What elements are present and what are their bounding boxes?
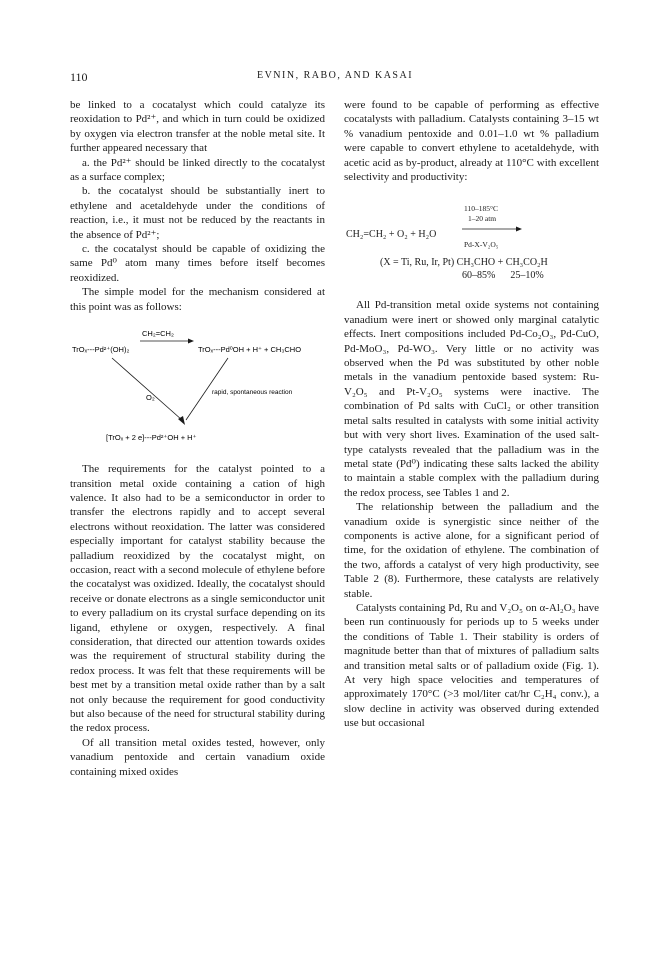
paragraph: The simple model for the mechanism considered at this point was as follows:: [70, 286, 325, 313]
paragraph: were found to be capable of performing as effective cocatalysts with palladium. Catalysts containing 3–15 wt % vanadium pentoxide and 0.01–1.0 wt % palladium were capable to convert ethylene to acetaldehyde, with acetic acid as by-product, already at 110°C with excellent selectivity and productivity:: [344, 99, 599, 184]
paragraph: be linked to a cocatalyst which could catalyze its reoxidation to Pd²⁺, and which in turn could be oxidized by oxygen via electron transfer at the noble metal site. It further appeared necessary that: [70, 99, 325, 155]
scheme-arrowhead: [188, 339, 194, 344]
scheme-ethylene: CH₂=CH₂: [142, 329, 174, 339]
reaction-equation: [344, 198, 599, 282]
scheme-product: TrOₓ---Pd⁰OH + H⁺ + CH₃CHO: [198, 345, 302, 355]
mechanism-scheme: [70, 324, 325, 450]
scheme-reactant: TrOₓ---Pd²⁺(OH)₂: [72, 345, 130, 355]
equation-reactants: CH₂=CH₂ + O₂ + H₂O: [346, 229, 437, 241]
paragraph: Of all transition metal oxides tested, however, only vanadium pentoxide and certain vanadium oxide containing mixed oxides: [70, 736, 325, 778]
equation-arrow: [462, 225, 522, 233]
scheme-condition: rapid, spontaneous reaction: [212, 389, 293, 397]
scheme-intermediate: [TrOₓ + 2 e]---Pd²⁺OH + H⁺: [106, 433, 197, 443]
scheme-oxygen: O₂: [146, 393, 155, 403]
equation-products: (X = Ti, Ru, Ir, Pt) CH₃CHO + CH₃CO₂H: [380, 257, 548, 269]
list-item-c: c. the cocatalyst should be capable of oxidizing the same Pd⁰ atom many times before itself becomes reoxidized.: [70, 243, 325, 284]
mechanism-diagram: [70, 324, 325, 450]
equation-pressure: 1–20 atm: [468, 214, 497, 224]
equation-catalyst: Pd-X-V₂O₅: [464, 240, 499, 250]
left-column: [70, 98, 325, 779]
list-item-b: b. the cocatalyst should be substantially inert to ethylene and acetaldehyde under the conditions of reaction, i.e., it must not be reduced by the reactants in the absence of Pd²⁺;: [70, 185, 325, 241]
page-number: 110: [70, 70, 88, 84]
paragraph: Catalysts containing Pd, Ru and V₂O₅ on α-Al₂O₃ have been run continuously for periods up to 5 weeks under the conditions of Table 1. Their stability is orders of magnitude better than that of mixtures of palladium salts and transition metal salts or of palladium oxide (Fig. 1). At very high space velocities and temperatures of approximately 170°C (>3 mol/liter cat/hr C₂H₄ conv.), a slow decline in activity was observed during extended use but occasional: [344, 601, 600, 730]
equation-yields: 60–85% 25–10%: [462, 270, 544, 282]
page-header: [70, 70, 600, 86]
equation-temperature: 110–185°C: [464, 204, 498, 214]
list-item-a: a. the Pd²⁺ should be linked directly to the cocatalyst as a surface complex;: [70, 156, 325, 184]
scheme-left-arrow-line: [112, 358, 182, 420]
paragraph: All Pd-transition metal oxide systems not containing vanadium were inert or showed only marginal catalytic effects. Inert compositions included Pd-Co₂O₃, Pd-CuO, Pd-MoO₃, Pd-WO₃. Very little or no activity was observed when the Pd was substituted by other noble metals in the vanadium pentoxide based system: Ru-V₂O₅ and Pt-V₂O₅ systems were inactive. The combination of Pd salts with CuCl₂ or other transition metal salts resulted in catalysts with some initial activity but with very short lives. Examination of the used salt-type catalysts revealed that the palladium was in the metal state (Pd⁰) indicating these salts lacked the ability to maintain a stable complex with the palladium during the redox process, see Tables 1 and 2.: [344, 299, 599, 499]
right-column: [344, 98, 599, 731]
paragraph: The relationship between the palladium and the vanadium oxide is synergistic since neither of the components is active alone, for a significant period of time, for the oxidation of ethylene. The combination of the two, affords a catalyst of very high productivity, see Table 2 (8). Furthermore, these catalysts are relatively stable.: [344, 501, 599, 600]
paragraph: The requirements for the catalyst pointed to a transition metal oxide containing a cation of high valence. It also had to be a semiconductor in order to transfer the electrons rapidly and to accept several electrons without reoxidation. The latter was considered especially important for catalyst stability because the palladium reoxidized by the cocatalyst might, on occasion, react with a second molecule of ethylene before the cocatalyst was oxidized. Ideally, the cocatalyst should receive or donate electrons as a single semiconductor unit to every palladium on its crystal surface depending on its ligand, ethylene or oxygen, respectively. A final consideration, that directed our attention towards oxides was the requirement of structural stability during the redox process. It was felt that these requirements will be best met by a transition metal oxide rather than by a salt not only because the requirement for good conductivity but also because of the need for structural stability during the redox process.: [70, 463, 325, 735]
running-head: EVNIN, RABO, AND KASAI: [256, 70, 414, 81]
